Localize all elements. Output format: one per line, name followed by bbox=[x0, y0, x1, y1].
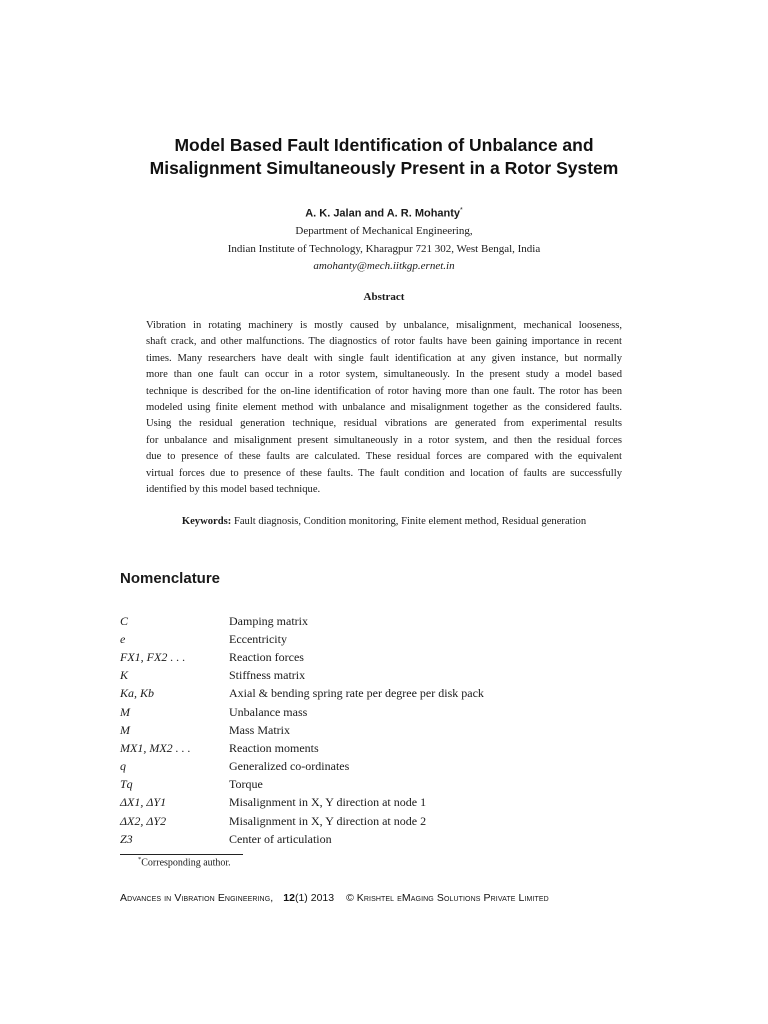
nomenclature-table bbox=[120, 612, 640, 848]
title-line-2: Misalignment Simultaneously Present in a Rotor System bbox=[149, 158, 619, 178]
issue-number: (1) bbox=[294, 892, 308, 904]
nomenclature-symbol: M bbox=[120, 704, 130, 719]
running-footer bbox=[120, 892, 549, 904]
journal-volume bbox=[283, 892, 308, 904]
footnote-rule bbox=[120, 854, 243, 855]
nomenclature-symbol: ΔX1, ΔY1 bbox=[120, 795, 167, 810]
journal-year: 2013 bbox=[310, 892, 335, 904]
nomenclature-description: Unbalance mass bbox=[229, 704, 308, 719]
keywords-text: Fault diagnosis, Condition monitoring, Finite element method, Residual generation bbox=[233, 516, 587, 527]
abstract-line: virtual forces due to presence of these faults. The fault condition and location of faults are successfully bbox=[146, 467, 622, 479]
nomenclature-symbol: FX1, FX2 . . . bbox=[120, 649, 186, 664]
nomenclature-description: Misalignment in X, Y direction at node 1 bbox=[229, 795, 427, 810]
abstract-body bbox=[146, 318, 622, 498]
nomenclature-symbol: q bbox=[120, 759, 126, 774]
nomenclature-row bbox=[120, 776, 640, 794]
nomenclature-symbol: Tq bbox=[120, 777, 133, 792]
nomenclature-symbol: ΔX2, ΔY2 bbox=[120, 813, 167, 828]
abstract-line: Vibration in rotating machinery is mostly caused by unbalance, misalignment, mechanical looseness, bbox=[146, 320, 622, 331]
footnote-text: Corresponding author. bbox=[141, 857, 231, 869]
nomenclature-row bbox=[120, 812, 640, 830]
title-line-1: Model Based Fault Identification of Unbalance and bbox=[174, 135, 594, 155]
nomenclature-symbol: Z3 bbox=[120, 831, 133, 846]
nomenclature-description: Generalized co-ordinates bbox=[229, 759, 350, 774]
nomenclature-row bbox=[120, 667, 640, 685]
paper-title bbox=[0, 134, 768, 180]
nomenclature-row bbox=[120, 648, 640, 666]
nomenclature-symbol: Ka, Kb bbox=[120, 686, 155, 701]
abstract-heading: Abstract bbox=[363, 291, 405, 303]
abstract-line: for unbalance and misalignment present simultaneously in a rotor system, and then the residual forces bbox=[146, 434, 622, 446]
nomenclature-description: Reaction forces bbox=[229, 649, 304, 664]
nomenclature-description: Reaction moments bbox=[229, 740, 319, 755]
authors-text: A. K. Jalan and A. R. Mohanty bbox=[305, 207, 461, 220]
nomenclature-description: Mass Matrix bbox=[229, 722, 290, 737]
nomenclature-description: Eccentricity bbox=[229, 631, 287, 646]
journal-name: Advances in Vibration Engineering, bbox=[120, 892, 274, 904]
abstract-line: technique is described for the on-line identification of rotor having more than one fault. The rotor has been bbox=[146, 385, 622, 397]
department: Department of Mechanical Engineering, bbox=[295, 225, 473, 237]
abstract-line: due to presence of these faults are calculated. These residual forces are compared with the equivalent bbox=[146, 451, 622, 463]
nomenclature-row bbox=[120, 630, 640, 648]
institute: Indian Institute of Technology, Kharagpur 721 302, West Bengal, India bbox=[227, 243, 541, 255]
volume-number: 12 bbox=[283, 892, 295, 904]
keywords-line bbox=[0, 516, 768, 527]
nomenclature-description: Axial & bending spring rate per degree per disk pack bbox=[229, 686, 484, 701]
nomenclature-description: Stiffness matrix bbox=[229, 668, 306, 683]
abstract-line: identified by this model based technique. bbox=[146, 484, 321, 496]
nomenclature-symbol: C bbox=[120, 613, 129, 628]
abstract-line: Using the residual generation technique, residual vibrations are generated from experimental results bbox=[146, 418, 622, 430]
nomenclature-row bbox=[120, 830, 640, 848]
abstract-line: shaft crack, and other malfunctions. The diagnostics of rotor faults have been gaining importance in recent bbox=[146, 336, 622, 348]
keywords-label: Keywords: bbox=[181, 516, 232, 527]
nomenclature-symbol: M bbox=[120, 722, 130, 737]
footnote bbox=[138, 856, 231, 868]
nomenclature-heading: Nomenclature bbox=[120, 570, 221, 587]
nomenclature-symbol: MX1, MX2 . . . bbox=[120, 740, 191, 755]
nomenclature-row bbox=[120, 721, 640, 739]
nomenclature-description: Center of articulation bbox=[229, 831, 332, 846]
nomenclature-description: Misalignment in X, Y direction at node 2 bbox=[229, 813, 427, 828]
nomenclature-row bbox=[120, 612, 640, 630]
nomenclature-row bbox=[120, 739, 640, 757]
nomenclature-row bbox=[120, 758, 640, 776]
email: amohanty@mech.iitkgp.ernet.in bbox=[313, 260, 455, 272]
footnote-mark: * bbox=[138, 856, 142, 863]
author-footnote-mark: * bbox=[460, 207, 463, 214]
nomenclature-description: Damping matrix bbox=[229, 613, 308, 628]
abstract-line: modeled using finite element method with unbalance and misalignment together as the considered faults. bbox=[146, 402, 622, 414]
abstract-line: more than one fault can occur in a rotor system, simultaneously. In the present study a model based bbox=[146, 369, 622, 381]
nomenclature-description: Torque bbox=[229, 777, 263, 792]
nomenclature-symbol: e bbox=[120, 631, 126, 646]
nomenclature-symbol: K bbox=[120, 668, 129, 683]
copyright-symbol: © bbox=[346, 892, 354, 904]
nomenclature-row bbox=[120, 703, 640, 721]
nomenclature-row bbox=[120, 794, 640, 812]
publisher: Krishtel eMaging Solutions Private Limited bbox=[356, 892, 549, 904]
abstract-line: times. Many researchers have dealt with single fault identification at any given instance, but normally bbox=[146, 352, 622, 364]
nomenclature-row bbox=[120, 685, 640, 703]
author-list bbox=[0, 207, 768, 220]
